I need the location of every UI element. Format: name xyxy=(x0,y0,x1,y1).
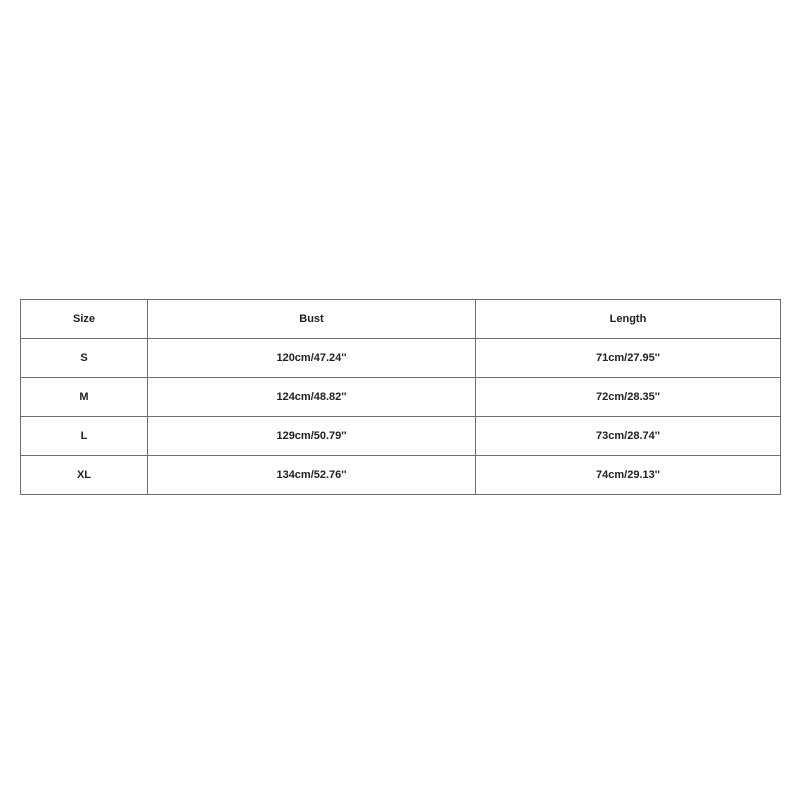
table-row xyxy=(21,456,781,495)
cell-length: 73cm/28.74'' xyxy=(476,417,781,456)
cell-bust: 120cm/47.24'' xyxy=(148,339,476,378)
cell-length: 72cm/28.35'' xyxy=(476,378,781,417)
header-bust: Bust xyxy=(148,300,476,339)
table-row xyxy=(21,378,781,417)
cell-size: S xyxy=(21,339,148,378)
table-row xyxy=(21,417,781,456)
size-chart-table xyxy=(20,299,781,495)
cell-bust: 134cm/52.76'' xyxy=(148,456,476,495)
cell-size: M xyxy=(21,378,148,417)
cell-size: XL xyxy=(21,456,148,495)
header-size: Size xyxy=(21,300,148,339)
table-header-row xyxy=(21,300,781,339)
cell-bust: 124cm/48.82'' xyxy=(148,378,476,417)
table-row xyxy=(21,339,781,378)
cell-length: 74cm/29.13'' xyxy=(476,456,781,495)
header-length: Length xyxy=(476,300,781,339)
cell-length: 71cm/27.95'' xyxy=(476,339,781,378)
cell-bust: 129cm/50.79'' xyxy=(148,417,476,456)
cell-size: L xyxy=(21,417,148,456)
